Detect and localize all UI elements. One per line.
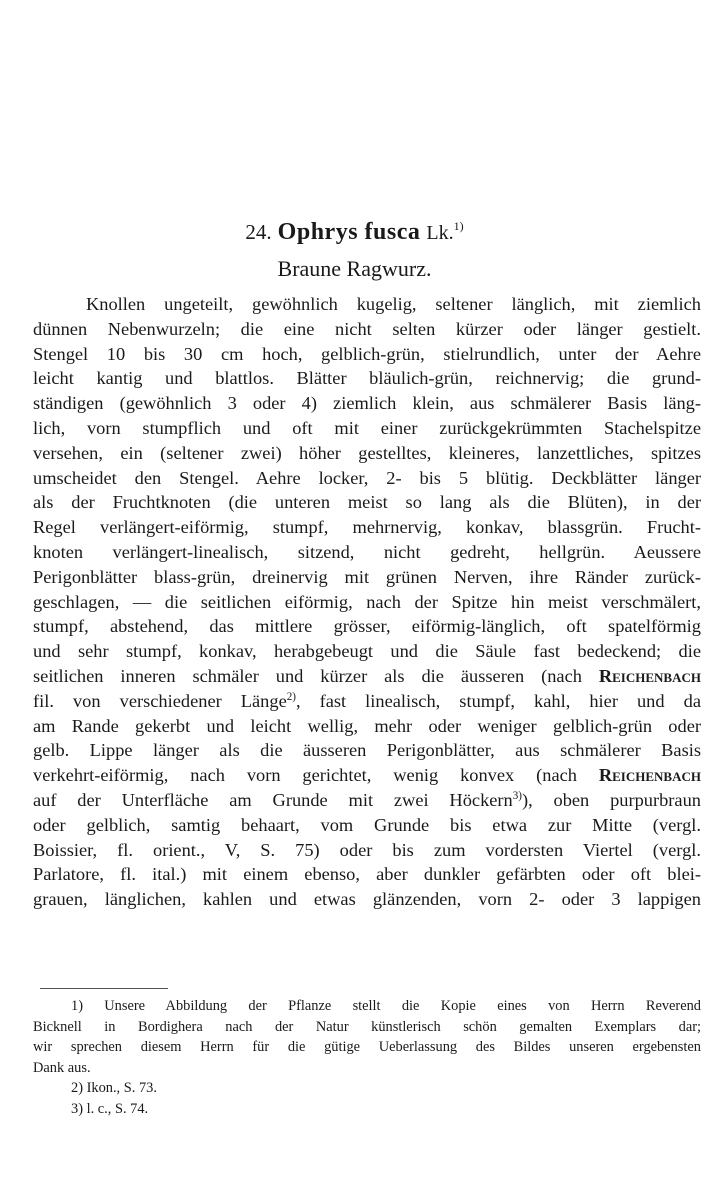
- footnote-ref: 3): [512, 789, 522, 802]
- footnote-divider: [40, 988, 168, 989]
- text-segment: , fast linealisch, stumpf, kahl, hier und da: [295, 690, 701, 711]
- text-segment: seitlichen inneren schmäler und kürzer als die äusseren (nach: [33, 665, 599, 686]
- text-line: [33, 763, 701, 788]
- common-name: Braune Ragwurz.: [277, 256, 432, 281]
- text-segment: ), oben purpurbraun: [521, 789, 701, 810]
- text-segment: am Rande gekerbt und leicht wellig, mehr oder weniger gelblich-grün oder: [33, 715, 701, 736]
- text-segment: und sehr stumpf, konkav, herabgebeugt und die Säule fast bedeckend; die: [33, 641, 701, 662]
- text-line: [33, 714, 701, 739]
- footnote-line: wir sprechen diesem Herrn für die gütige Ueberlassung des Bildes unseren ergebensten: [33, 1039, 701, 1056]
- footnote-line: Dank aus.: [33, 1059, 91, 1076]
- footnote-line: 3) l. c., S. 74.: [71, 1100, 149, 1117]
- text-line: [33, 689, 701, 714]
- text-segment: lich, vorn stumpflich und oft mit einer zurückgekrümmten Stachelspitze: [33, 417, 701, 438]
- text-line: [33, 490, 701, 515]
- text-segment: Regel verlängert-eiförmig, stumpf, mehrnervig, konkav, blassgrün. Frucht-: [33, 517, 701, 538]
- text-segment: Parlatore, fl. ital.) mit einem ebenso, aber dunkler gefärbten oder oft blei-: [33, 864, 701, 885]
- text-line: [33, 416, 701, 441]
- text-line: [33, 838, 701, 863]
- text-line: [33, 788, 701, 813]
- species-heading: [0, 218, 709, 247]
- text-segment: grauen, länglichen, kahlen und etwas glänzenden, vorn 2- oder 3 lappigen: [33, 889, 701, 910]
- text-segment: Stengel 10 bis 30 cm hoch, gelblich-grün, stielrundlich, unter der Aehre: [33, 343, 701, 364]
- author-name: Reichenbach: [598, 665, 701, 686]
- text-line: [33, 317, 701, 342]
- text-line: [33, 391, 701, 416]
- text-segment: umscheidet den Stengel. Aehre locker, 2- bis 5 blütig. Deckblätter länger: [33, 467, 701, 488]
- text-line: [33, 466, 701, 491]
- footnote-line: Bicknell in Bordighera nach der Natur künstlerisch schön gemalten Exemplars dar;: [33, 1018, 701, 1035]
- text-segment: ständigen (gewöhnlich 3 oder 4) ziemlich klein, aus schmälerer Basis läng-: [33, 393, 701, 414]
- text-line: [33, 565, 701, 590]
- text-segment: leicht kantig und blattlos. Blätter bläulich-grün, reichnervig; die grund-: [33, 368, 701, 389]
- text-line: [33, 342, 701, 367]
- text-line: [33, 813, 701, 838]
- text-segment: oder gelblich, samtig behaart, vom Grunde bis etwa zur Mitte (vergl.: [33, 814, 701, 835]
- text-segment: versehen, ein (seltener zwei) höher gestelltes, kleineres, lanzettliches, spitzes: [33, 442, 701, 463]
- species-name: Ophrys fusca: [277, 219, 421, 245]
- text-line: [33, 664, 701, 689]
- text-line: [33, 515, 701, 540]
- species-author: Lk.: [426, 222, 454, 244]
- text-segment: knoten verlängert-linealisch, sitzend, nicht gedreht, hellgrün. Aeussere: [33, 541, 701, 562]
- species-description: [33, 292, 701, 912]
- footnote-ref-1: 1): [453, 219, 464, 233]
- footnote-ref: 2): [286, 690, 296, 703]
- text-segment: als der Fruchtknoten (die unteren meist so lang als die Blüten), in der: [33, 492, 701, 513]
- text-line: [33, 738, 701, 763]
- text-line: [33, 862, 701, 887]
- text-segment: verkehrt-eiförmig, nach vorn gerichtet, wenig konvex (nach: [33, 765, 599, 786]
- text-segment: geschlagen, — die seitlichen eiförmig, nach der Spitze hin meist verschmälert,: [33, 591, 701, 612]
- text-line: [33, 540, 701, 565]
- text-line: [33, 366, 701, 391]
- text-line: [33, 590, 701, 615]
- text-segment: fil. von verschiedener Länge: [33, 690, 287, 711]
- author-name: Reichenbach: [598, 765, 701, 786]
- text-line: [33, 614, 701, 639]
- footnotes: [33, 996, 701, 1120]
- text-line: [33, 887, 701, 912]
- text-segment: Perigonblätter blass-grün, dreinervig mit grünen Nerven, ihre Ränder zurück-: [33, 566, 701, 587]
- text-segment: gelb. Lippe länger als die äusseren Perigonblätter, aus schmälerer Basis: [33, 740, 701, 761]
- text-segment: auf der Unterfläche am Grunde mit zwei Höckern: [33, 789, 513, 810]
- text-segment: dünnen Nebenwurzeln; die eine nicht selten kürzer oder länger gestielt.: [33, 318, 701, 339]
- text-line: [33, 639, 701, 664]
- text-line: [33, 292, 701, 317]
- footnote-line: 2) Ikon., S. 73.: [71, 1080, 157, 1097]
- text-segment: stumpf, abstehend, das mittlere grösser, eiförmig-länglich, oft spatelförmig: [33, 616, 701, 637]
- text-segment: Knollen ungeteilt, gewöhnlich kugelig, seltener länglich, mit ziemlich: [86, 294, 701, 314]
- text-segment: Boissier, fl. orient., V, S. 75) oder bis zum vordersten Viertel (vergl.: [33, 839, 701, 860]
- footnote-line: 1) Unsere Abbildung der Pflanze stellt die Kopie eines von Herrn Reverend: [71, 998, 701, 1014]
- species-number: 24.: [245, 220, 272, 244]
- text-line: [33, 441, 701, 466]
